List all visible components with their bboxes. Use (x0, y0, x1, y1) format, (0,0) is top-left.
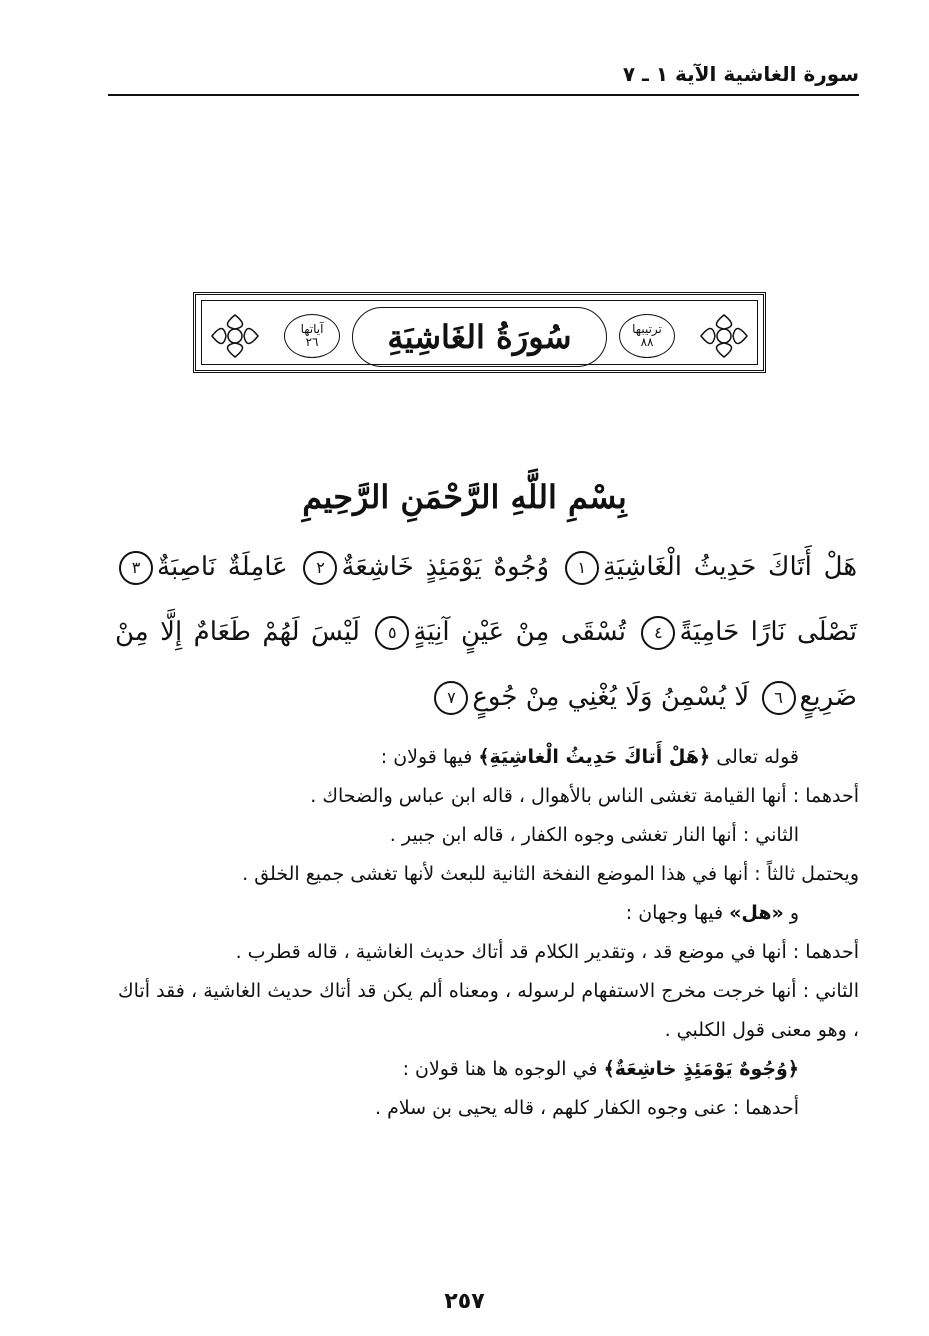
verse-text: هَلْ أَتَاكَ حَدِيثُ الْغَاشِيَةِ (602, 552, 858, 582)
commentary-paragraph (118, 777, 859, 816)
paragraph-text: أحدهما : عنى وجوه الكفار كلهم ، قاله يحيى بن سلام . (374, 1097, 799, 1119)
commentary-paragraph (118, 738, 859, 777)
paragraph-text: أحدهما : أنها القيامة تغشى الناس بالأهوال ، قاله ابن عباس والضحاك . (310, 785, 859, 807)
paragraph-text: فيها وجهان : (625, 902, 730, 924)
commentary-paragraph (118, 816, 859, 855)
commentary-paragraph (118, 1089, 859, 1128)
commentary-text (118, 738, 859, 1128)
verses-label: آياتها (300, 322, 324, 336)
page-number: ٢٥٧ (444, 1289, 485, 1314)
ayah-number-marker: ٤ (641, 616, 675, 650)
quoted-word: «هل» (729, 902, 784, 924)
page-header (108, 60, 859, 96)
paragraph-text: فيها قولان : (380, 746, 479, 768)
verse-text: لَيْسَ لَهُمْ طَعَامٌ إِلَّا مِنْ ضَرِيعٍ (115, 617, 857, 712)
basmala: بِسْمِ اللَّهِ الرَّحْمَنِ الرَّحِيمِ (302, 478, 627, 516)
running-header-title: سورة الغاشية الآية ١ ـ ٧ (622, 62, 859, 86)
paragraph-text: الثاني : أنها النار تغشى وجوه الكفار ، قاله ابن جبير . (389, 824, 799, 846)
surah-banner (193, 292, 766, 373)
order-number: ٨٨ (640, 335, 654, 349)
banner-inner-frame (201, 300, 758, 365)
commentary-paragraph (118, 933, 859, 972)
verse-text: تُسْقَى مِنْ عَيْنٍ آنِيَةٍ (413, 617, 626, 647)
surah-cartouche (352, 307, 607, 367)
paragraph-text: أحدهما : أنها في موضع قد ، وتقدير الكلام قد أتاك حديث الغاشية ، قاله قطرب . (235, 941, 859, 963)
verse-text: لَا يُسْمِنُ وَلَا يُغْنِي مِنْ جُوعٍ (472, 682, 750, 712)
verse-text: تَصْلَى نَارًا حَامِيَةً (679, 617, 858, 647)
quran-verses (115, 535, 857, 730)
commentary-paragraph (118, 972, 859, 1050)
paragraph-text: و (783, 902, 799, 924)
verse-text: عَامِلَةٌ نَاصِبَةٌ (157, 552, 288, 582)
quoted-verse: ﴿وُجُوهٌ يَوْمَئِذٍ خاشِعَةٌ﴾ (603, 1058, 799, 1080)
verse-count-medallion (284, 314, 340, 358)
order-label: ترتيبها (632, 322, 662, 336)
ayah-number-marker: ٢ (303, 551, 337, 585)
paragraph-text: الثاني : أنها خرجت مخرج الاستفهام لرسوله ، ومعناه ألم يكن قد أتاك حديث الغاشية ، فقد أتاك ، وهو معنى قول الكلبي . (118, 980, 859, 1041)
paragraph-text: في الوجوه ها هنا قولان : (402, 1058, 604, 1080)
surah-order-medallion (619, 314, 675, 358)
commentary-paragraph (118, 894, 859, 933)
surah-name: سُورَةُ الغَاشِيَةِ (387, 318, 572, 356)
verses-number: ٢٦ (305, 335, 319, 349)
floral-ornament-icon (699, 313, 749, 359)
commentary-paragraph (118, 855, 859, 894)
floral-ornament-icon (210, 313, 260, 359)
ayah-number-marker: ٧ (434, 681, 468, 715)
ayah-number-marker: ٦ (762, 681, 796, 715)
ayah-number-marker: ٥ (375, 616, 409, 650)
commentary-paragraph (118, 1050, 859, 1089)
paragraph-text: قوله تعالى (710, 746, 799, 768)
quoted-verse: ﴿هَلْ أَتاكَ حَدِيثُ الْغاشِيَةِ﴾ (478, 746, 711, 768)
ayah-number-marker: ٣ (119, 551, 153, 585)
verse-text: وُجُوهٌ يَوْمَئِذٍ خَاشِعَةٌ (341, 552, 550, 582)
paragraph-text: ويحتمل ثالثاً : أنها في هذا الموضع النفخة الثانية للبعث لأنها تغشى جميع الخلق . (242, 863, 859, 885)
header-rule (108, 94, 859, 96)
ayah-number-marker: ١ (565, 551, 599, 585)
